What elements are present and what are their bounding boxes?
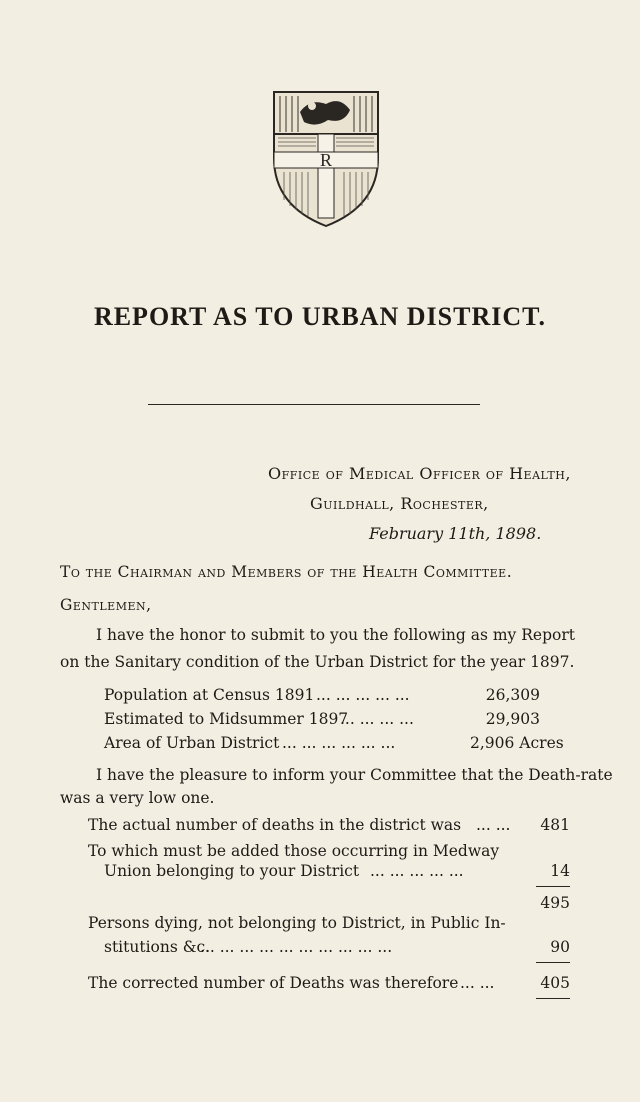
stat-value: 29,903 [485, 710, 540, 728]
stat-value: 26,309 [485, 686, 540, 704]
intro-line-1: I have the honor to submit to you the following as my Report [96, 626, 575, 644]
corrected-dots: ... ... [460, 974, 495, 992]
final-rule [536, 998, 570, 999]
intro-line-2: on the Sanitary condition of the Urban District for the year 1897. [60, 653, 575, 671]
date-line [369, 524, 541, 543]
svg-text:R: R [319, 150, 333, 170]
stat-dots: ... ... ... ... ... ... [282, 734, 396, 752]
stat-label: Area of Urban District [104, 734, 280, 752]
actual-deaths-value: 481 [540, 816, 570, 834]
stat-label: Population at Census 1891 [104, 686, 315, 704]
addressee-line: To the Chairman and Members of the Health Committee. [60, 563, 513, 581]
office-line: Office of Medical Officer of Health, [268, 464, 571, 483]
stat-dots: ... ... ... ... ... [316, 686, 410, 704]
greeting: Gentlemen, [60, 596, 152, 614]
medway-label-2: Union belonging to your District [104, 862, 360, 880]
corrected-value: 405 [540, 974, 570, 992]
stat-label: Estimated to Midsummer 1897 [104, 710, 349, 728]
death-rate-line-1: I have the pleasure to inform your Committee that the Death-rate [96, 766, 613, 784]
actual-deaths-label: The actual number of deaths in the district was [88, 816, 462, 834]
date-month: February 11th, [369, 524, 491, 543]
date-year: 1898. [495, 524, 542, 543]
persons-dots: ... ... ... ... ... ... ... ... ... ... [200, 938, 393, 956]
corrected-rule [536, 962, 570, 963]
actual-deaths-dots: ... ... [476, 816, 511, 834]
subtotal-value: 495 [540, 894, 570, 912]
title-divider [148, 404, 480, 405]
corrected-label: The corrected number of Deaths was therefore [88, 974, 459, 992]
stat-value: 2,906 Acres [470, 734, 564, 752]
medway-dots: ... ... ... ... ... [370, 862, 464, 880]
death-rate-line-2: was a very low one. [60, 789, 215, 807]
medway-label-1: To which must be added those occurring in Medway [88, 842, 500, 860]
persons-label-2: stitutions &c. [104, 938, 211, 956]
medway-value: 14 [550, 862, 570, 880]
place-line: Guildhall, Rochester, [310, 494, 489, 513]
subtotal-rule [536, 886, 570, 887]
persons-label-1: Persons dying, not belonging to District, in Public In- [88, 914, 506, 932]
coat-of-arms-icon [270, 88, 382, 228]
report-title: REPORT AS TO URBAN DISTRICT. [93, 302, 547, 331]
stat-dots: ... ... ... ... [340, 710, 414, 728]
persons-value: 90 [550, 938, 570, 956]
